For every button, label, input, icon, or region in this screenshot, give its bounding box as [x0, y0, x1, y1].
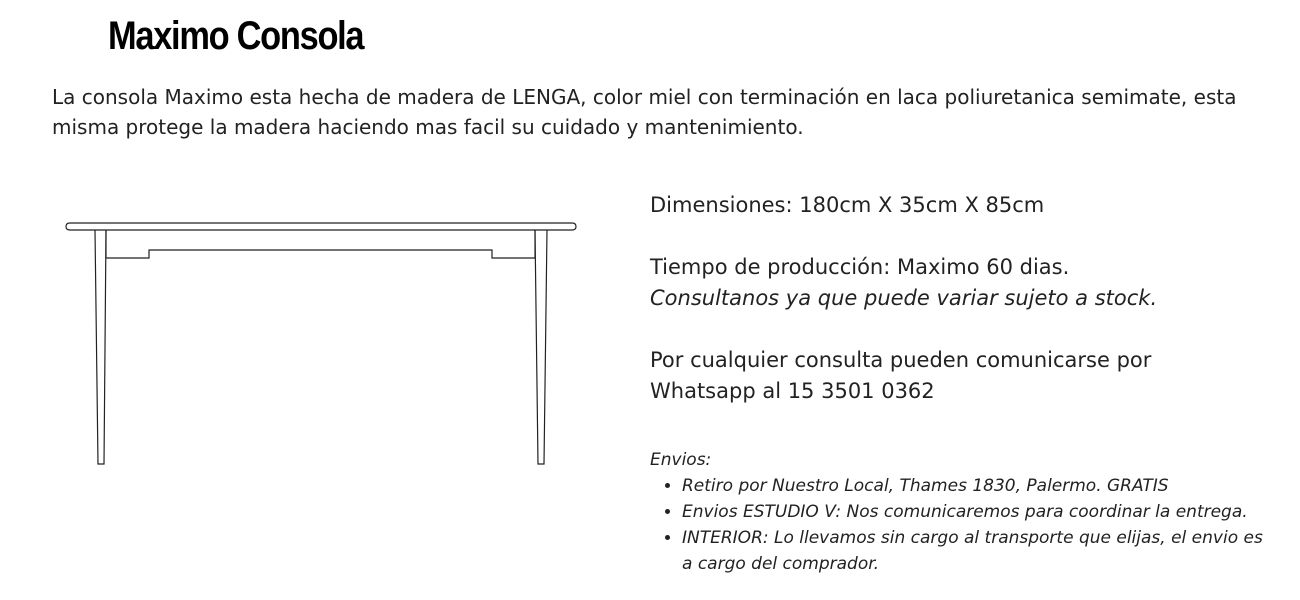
right-leg [535, 230, 547, 464]
left-leg [95, 230, 106, 464]
production-time-text: Tiempo de producción: Maximo 60 dias. [650, 255, 1070, 279]
product-title: Maximo Consola [108, 14, 364, 58]
tabletop [66, 223, 576, 230]
console-table-drawing [62, 218, 582, 470]
apron [106, 230, 535, 258]
stock-note: Consultanos ya que puede variar sujeto a stock. [650, 286, 1158, 310]
dimensions-text: Dimensiones: 180cm X 35cm X 85cm [650, 193, 1045, 217]
shipping-section [650, 447, 1270, 577]
shipping-item-interior: • INTERIOR: Lo llevamos sin cargo al transporte que elijas, el envio es a cargo del comprador. [682, 525, 1270, 577]
shipping-list [650, 473, 1270, 577]
shipping-item-pickup: • Retiro por Nuestro Local, Thames 1830, Palermo. GRATIS [682, 473, 1270, 499]
shipping-heading: Envios: [650, 450, 712, 470]
product-description: La consola Maximo esta hecha de madera de LENGA, color miel con terminación en laca poliuretanica semimate, esta misma protege la madera haciendo mas facil su cuidado y mantenimiento. [52, 85, 1237, 139]
contact-text-line1: Por cualquier consulta pueden comunicarse por [650, 348, 1152, 372]
product-details [650, 190, 1270, 407]
contact-text-line2: Whatsapp al 15 3501 0362 [650, 379, 935, 403]
shipping-item-studio: • Envios ESTUDIO V: Nos comunicaremos para coordinar la entrega. [682, 499, 1270, 525]
